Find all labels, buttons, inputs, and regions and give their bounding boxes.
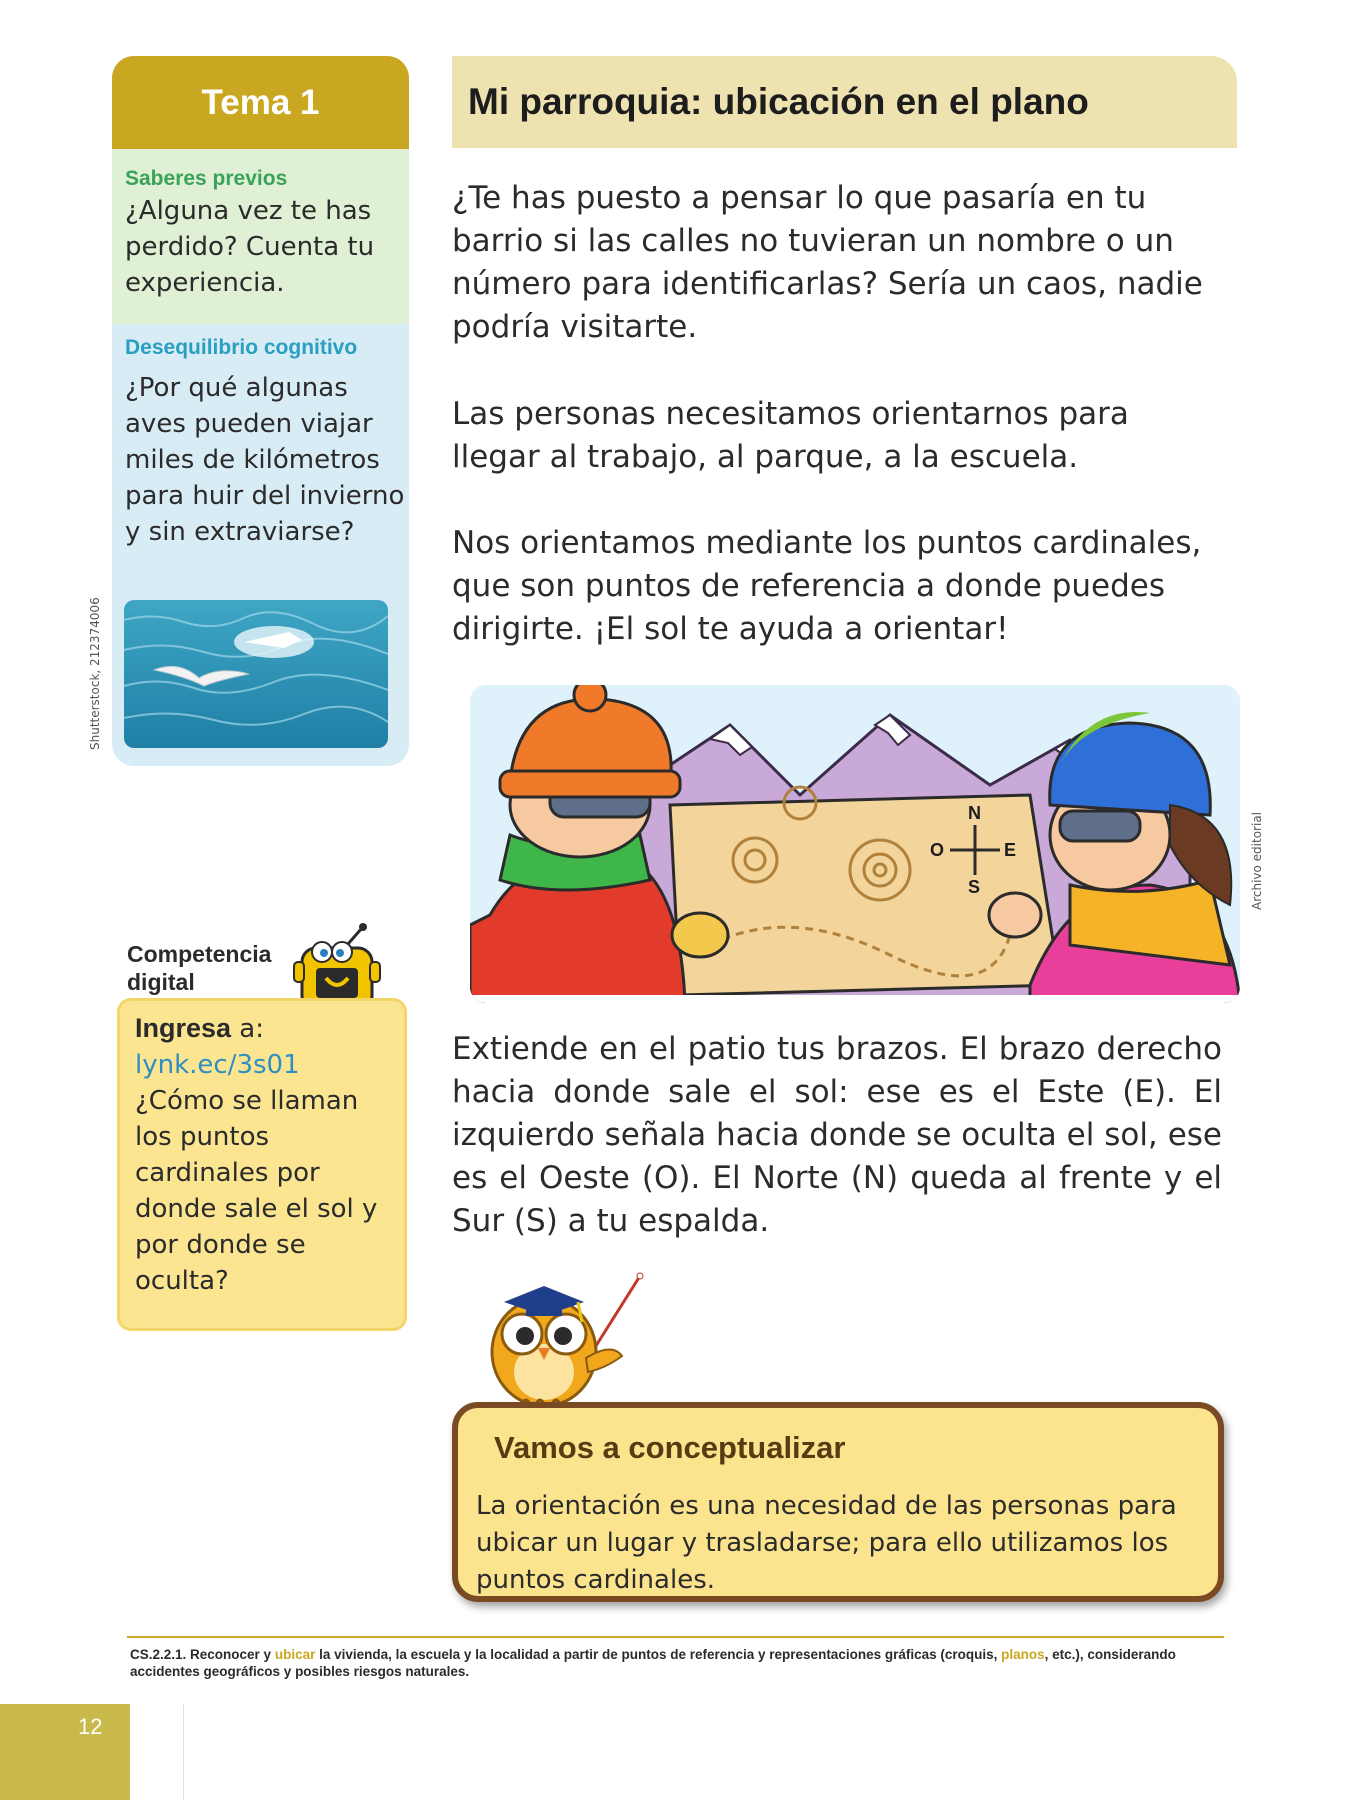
ingresa-label: Ingresa xyxy=(135,1013,232,1043)
paragraph-2: Las personas necesitamos orientarnos para llegar al trabajo, al parque, a la escuela. xyxy=(452,396,1129,475)
page-title: Mi parroquia: ubicación en el plano xyxy=(468,81,1089,122)
page-number-tab xyxy=(0,1704,130,1800)
compass-e: E xyxy=(1004,840,1017,860)
compass-n: N xyxy=(968,803,981,823)
compass-s: S xyxy=(968,877,981,897)
owl-teacher-icon xyxy=(482,1272,652,1412)
concept-title: Vamos a conceptualizar xyxy=(494,1430,846,1465)
saberes-previos-text: ¿Alguna vez te has perdido? Cuenta tu experiencia. xyxy=(125,196,375,298)
saberes-previos-section xyxy=(112,149,409,324)
paragraph-1: ¿Te has puesto a pensar lo que pasaría en tu barrio si las calles no tuvieran un nombre o un número para identificarlas? Sería un caos, nadie podría visitarte. xyxy=(452,180,1203,345)
concept-text: La orientación es una necesidad de las personas para ubicar un lugar y trasladarse; para ello utilizamos los puntos cardinales. xyxy=(476,1491,1177,1595)
saberes-previos-label: Saberes previos xyxy=(125,167,288,190)
paragraph-4: Extiende en el patio tus brazos. El brazo derecho hacia donde sale el sol: ese es el Este (E). El izquierdo señala hacia donde se oculta el sol, ese es el Oeste (O). El Norte (N) queda al frente y el Sur (S) a tu espalda. xyxy=(452,1031,1222,1239)
paragraph-3: Nos orientamos mediante los puntos cardinales, que son puntos de referencia a donde puedes dirigirte. ¡El sol te ayuda a orientar! xyxy=(452,525,1202,647)
footnote-highlight-planos: planos xyxy=(1001,1647,1045,1662)
compass-o: O xyxy=(930,840,945,860)
title-bar xyxy=(452,56,1237,148)
kids-map-illustration xyxy=(470,685,1240,1003)
ingresa-suffix: a: xyxy=(231,1014,265,1044)
illustration-credit: Archivo editorial xyxy=(1250,811,1264,910)
lynk-link[interactable]: lynk.ec/3s01 xyxy=(135,1050,300,1080)
competencia-text xyxy=(135,1010,397,1299)
tema-panel xyxy=(112,56,409,766)
competencia-digital-box xyxy=(117,998,407,1331)
footer-rule xyxy=(127,1636,1224,1638)
concept-box xyxy=(452,1402,1224,1602)
sea-photo xyxy=(124,600,388,748)
footnote-part-3: , etc.), considerando accidentes geográficos y posibles riesgos naturales. xyxy=(130,1647,1176,1679)
competencia-question: ¿Cómo se llaman los puntos cardinales por donde sale el sol y por donde se oculta? xyxy=(135,1086,378,1296)
desequilibrio-label: Desequilibrio cognitivo xyxy=(125,336,358,359)
tema-label: Tema 1 xyxy=(112,56,409,149)
footnote-highlight-ubicar: ubicar xyxy=(274,1647,316,1662)
page-number: 12 xyxy=(78,1714,103,1739)
footnote-part-1: CS.2.2.1. Reconocer y xyxy=(130,1647,275,1662)
curriculum-footnote xyxy=(130,1646,1220,1680)
page-divider xyxy=(183,1704,184,1800)
competencia-digital-title: Competencia digital xyxy=(127,941,272,995)
footnote-part-2: la vivienda, la escuela y la localidad a partir de puntos de referencia y representaciones gráficas (croquis, xyxy=(315,1647,1002,1662)
sea-photo-credit: Shutterstock, 212374006 xyxy=(88,597,102,750)
desequilibrio-text: ¿Por qué algunas aves pueden viajar miles de kilómetros para huir del invierno y sin extraviarse? xyxy=(125,373,405,547)
